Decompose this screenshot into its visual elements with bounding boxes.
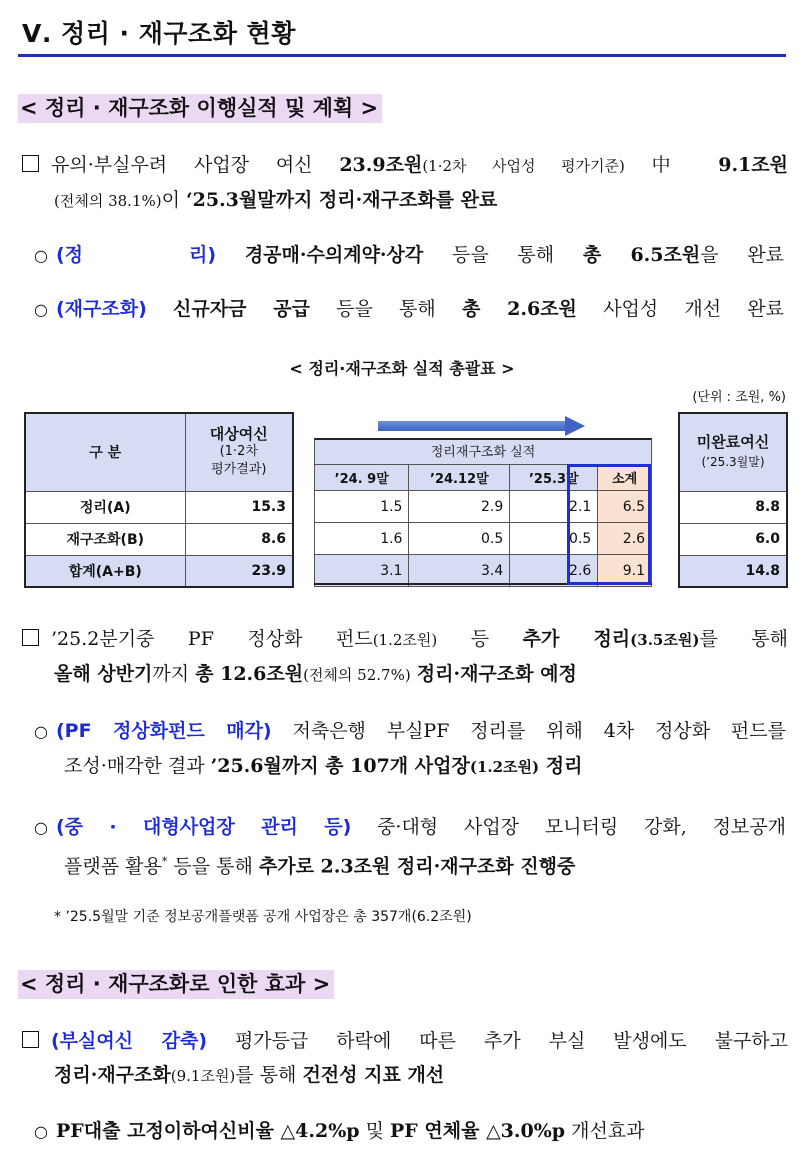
cell-value: 0.5	[510, 523, 598, 555]
cell-value: 2.1	[510, 491, 598, 523]
bullet-circle-icon: ○	[34, 300, 48, 319]
p2-period: 올해 상반기	[54, 663, 153, 685]
bullet-cleanup-text: 등을 통해	[423, 244, 583, 266]
paragraph-1-line-2	[22, 183, 788, 218]
bullet-cleanup-end: 을 완료	[700, 244, 784, 266]
bullet-circle-icon: ○	[34, 1122, 48, 1141]
row-label: 정리(A)	[25, 491, 185, 523]
title-rule	[18, 54, 786, 57]
heading-effects: < 정리 · 재구조화로 인한 효과 >	[18, 970, 334, 999]
table-row	[679, 491, 787, 523]
row-target: 15.3	[185, 491, 293, 523]
p1-of: 中	[624, 154, 719, 176]
p3-through: 를 통해	[235, 1064, 303, 1086]
cell-subtotal: 6.5	[598, 491, 652, 523]
p2-additional-amount: (3.5조원)	[630, 631, 700, 649]
paragraph-2	[22, 622, 788, 692]
p2-etc: 등	[437, 628, 523, 650]
bullet-pf-fund-text: 저축은행 부실PF 정리를 위해 4차 정상화 펀드를	[271, 720, 786, 742]
table-caption: < 정리·재구조화 실적 총괄표 >	[289, 359, 515, 378]
bullet-circle-icon: ○	[34, 722, 48, 741]
paragraph-1-line-1	[22, 148, 788, 183]
header-period: ’25.3말	[510, 465, 598, 491]
p3-amount: (9.1조원)	[170, 1067, 236, 1085]
p3-improvement: 건전성 지표 개선	[302, 1064, 445, 1086]
bullet-cleanup-tag: (정 리)	[56, 244, 217, 266]
p2-fund-amount: (1.2조원)	[372, 631, 438, 649]
bullet-ratios-and: 및	[359, 1120, 390, 1142]
cell-remaining: 8.8	[679, 491, 787, 523]
table-row	[679, 523, 787, 555]
cell-value: 1.5	[315, 491, 409, 523]
table-row	[25, 523, 293, 555]
paragraph-3	[22, 1024, 788, 1093]
cell-subtotal: 9.1	[598, 555, 652, 587]
bullet-restructure-amount: 총 2.6조원	[461, 298, 577, 320]
bullet-ratios-delinquency: PF 연체율 △3.0%p	[390, 1120, 566, 1142]
cell-value: 3.1	[315, 555, 409, 587]
bullet-ratios	[34, 1114, 774, 1149]
footnote: * ’25.5월말 기준 정보공개플랫폼 공개 사업장은 총 357개(6.2조원)	[54, 909, 472, 925]
header-remaining-sub: (’25.3월말)	[701, 455, 765, 470]
bullet-pf-fund-sites: ’25.6월까지 총 107개 사업장	[210, 755, 470, 777]
p2-total: 총 12.6조원	[195, 663, 304, 685]
bullet-pf-fund	[34, 714, 786, 784]
header-remaining-title: 미완료여신	[696, 433, 770, 452]
bullet-cleanup-amount: 총 6.5조원	[582, 244, 701, 266]
bullet-restructure-end: 사업성 개선 완료	[576, 298, 784, 320]
row-label: 합계(A+B)	[25, 555, 185, 587]
cell-value: 2.9	[409, 491, 510, 523]
summary-table-right	[678, 412, 788, 588]
p3-tag: (부실여신 감축)	[51, 1030, 208, 1052]
bullet-pf-fund-result: 조성·매각한 결과	[64, 755, 211, 777]
arrow-right-icon	[378, 421, 566, 431]
p1-particle: 이	[161, 189, 187, 211]
bullet-pf-fund-end: 정리	[539, 755, 583, 777]
header-target-title: 대상여신	[209, 425, 268, 444]
cell-value: 3.4	[409, 555, 510, 587]
bullet-cleanup	[34, 238, 784, 273]
header-target-sub1: (1·2차	[219, 444, 258, 460]
p1-ratio: (전체의 38.1%)	[54, 192, 162, 210]
table-row	[315, 491, 652, 523]
checkbox-square-icon	[22, 155, 39, 172]
p2-plan: 정리·재구조화 예정	[416, 663, 577, 685]
header-subtotal: 소계	[598, 465, 652, 491]
footnote-marker: *	[161, 855, 168, 868]
p1-basis: (1·2차 사업성 평가기준)	[422, 157, 625, 175]
p2-additional: 추가 정리	[522, 628, 631, 650]
bullet-cleanup-method: 경공매·수의계약·상각	[244, 244, 424, 266]
p3-text: 평가등급 하락에 따른 추가 부실 발생에도 불구하고	[207, 1030, 789, 1052]
row-target: 8.6	[185, 523, 293, 555]
bullet-ratios-npl: PF대출 고정이하여신비율 △4.2%p	[56, 1120, 360, 1142]
bullet-restructure-method: 신규자금 공급	[173, 298, 310, 320]
p2-through: 를 통해	[699, 628, 789, 650]
section-title: Ⅴ. 정리 · 재구조화 현황	[22, 19, 296, 48]
bullet-large-sites-platform: 플랫폼 활용	[64, 855, 162, 878]
row-label: 재구조화(B)	[25, 523, 185, 555]
p1-conclusion: ‘25.3월말까지 정리·재구조화를 완료	[186, 189, 498, 211]
bullet-circle-icon: ○	[34, 818, 48, 837]
row-target: 23.9	[185, 555, 293, 587]
bullet-restructure-text: 등을 통해	[309, 298, 462, 320]
bullet-ratios-effect: 개선효과	[565, 1120, 645, 1142]
heading-performance-plan: < 정리 · 재구조화 이행실적 및 계획 >	[18, 94, 382, 123]
bullet-pf-fund-amount: (1.2조원)	[469, 758, 540, 776]
header-remaining	[679, 413, 787, 491]
cell-value: 0.5	[409, 523, 510, 555]
p1-completed-amount: 9.1조원	[718, 154, 788, 176]
bullet-restructure	[34, 292, 784, 327]
cell-remaining: 14.8	[679, 555, 787, 587]
cell-remaining: 6.0	[679, 523, 787, 555]
arrow-head-icon	[565, 416, 585, 436]
header-target-sub2: 평가결과)	[211, 462, 267, 478]
cell-value: 1.6	[315, 523, 409, 555]
table-row	[315, 555, 652, 587]
table-row	[25, 555, 293, 587]
bullet-pf-fund-tag: (PF 정상화펀드 매각)	[56, 720, 272, 742]
bullet-large-sites-through: 등을 통해	[167, 855, 259, 878]
cell-subtotal: 2.6	[598, 523, 652, 555]
table-unit: (단위 : 조원, %)	[692, 390, 786, 405]
header-category: 구 분	[25, 413, 185, 491]
p2-ratio: (전체의 52.7%)	[303, 666, 411, 684]
checkbox-square-icon	[22, 1031, 39, 1048]
bullet-large-sites-amount: 추가로 2.3조원 정리·재구조화 진행중	[258, 855, 576, 878]
header-target	[185, 413, 293, 491]
header-period: ’24.12말	[409, 465, 510, 491]
p2-until: 까지	[152, 663, 196, 685]
cell-value: 2.6	[510, 555, 598, 587]
header-performance: 정리재구조화 실적	[314, 438, 652, 465]
checkbox-square-icon	[22, 629, 39, 646]
bullet-large-sites-text: 중·대형 사업장 모니터링 강화, 정보공개	[351, 816, 786, 838]
summary-table-middle	[314, 464, 652, 587]
bullet-large-sites-tag: (중 · 대형사업장 관리 등)	[56, 816, 352, 838]
bullet-circle-icon: ○	[34, 246, 48, 265]
table-row	[679, 555, 787, 587]
p1-text: 유의·부실우려 사업장 여신	[51, 154, 340, 176]
table-row	[25, 491, 293, 523]
header-period: ’24. 9말	[315, 465, 409, 491]
p1-amount: 23.9조원	[339, 154, 423, 176]
p2-text: ’25.2분기중 PF 정상화 펀드	[51, 628, 373, 650]
paragraph-1	[22, 148, 788, 218]
table-row	[315, 523, 652, 555]
p3-cleanup: 정리·재구조화	[54, 1064, 171, 1086]
bullet-large-sites	[34, 810, 786, 883]
bullet-restructure-tag: (재구조화)	[56, 298, 147, 320]
summary-table-left	[24, 412, 294, 588]
